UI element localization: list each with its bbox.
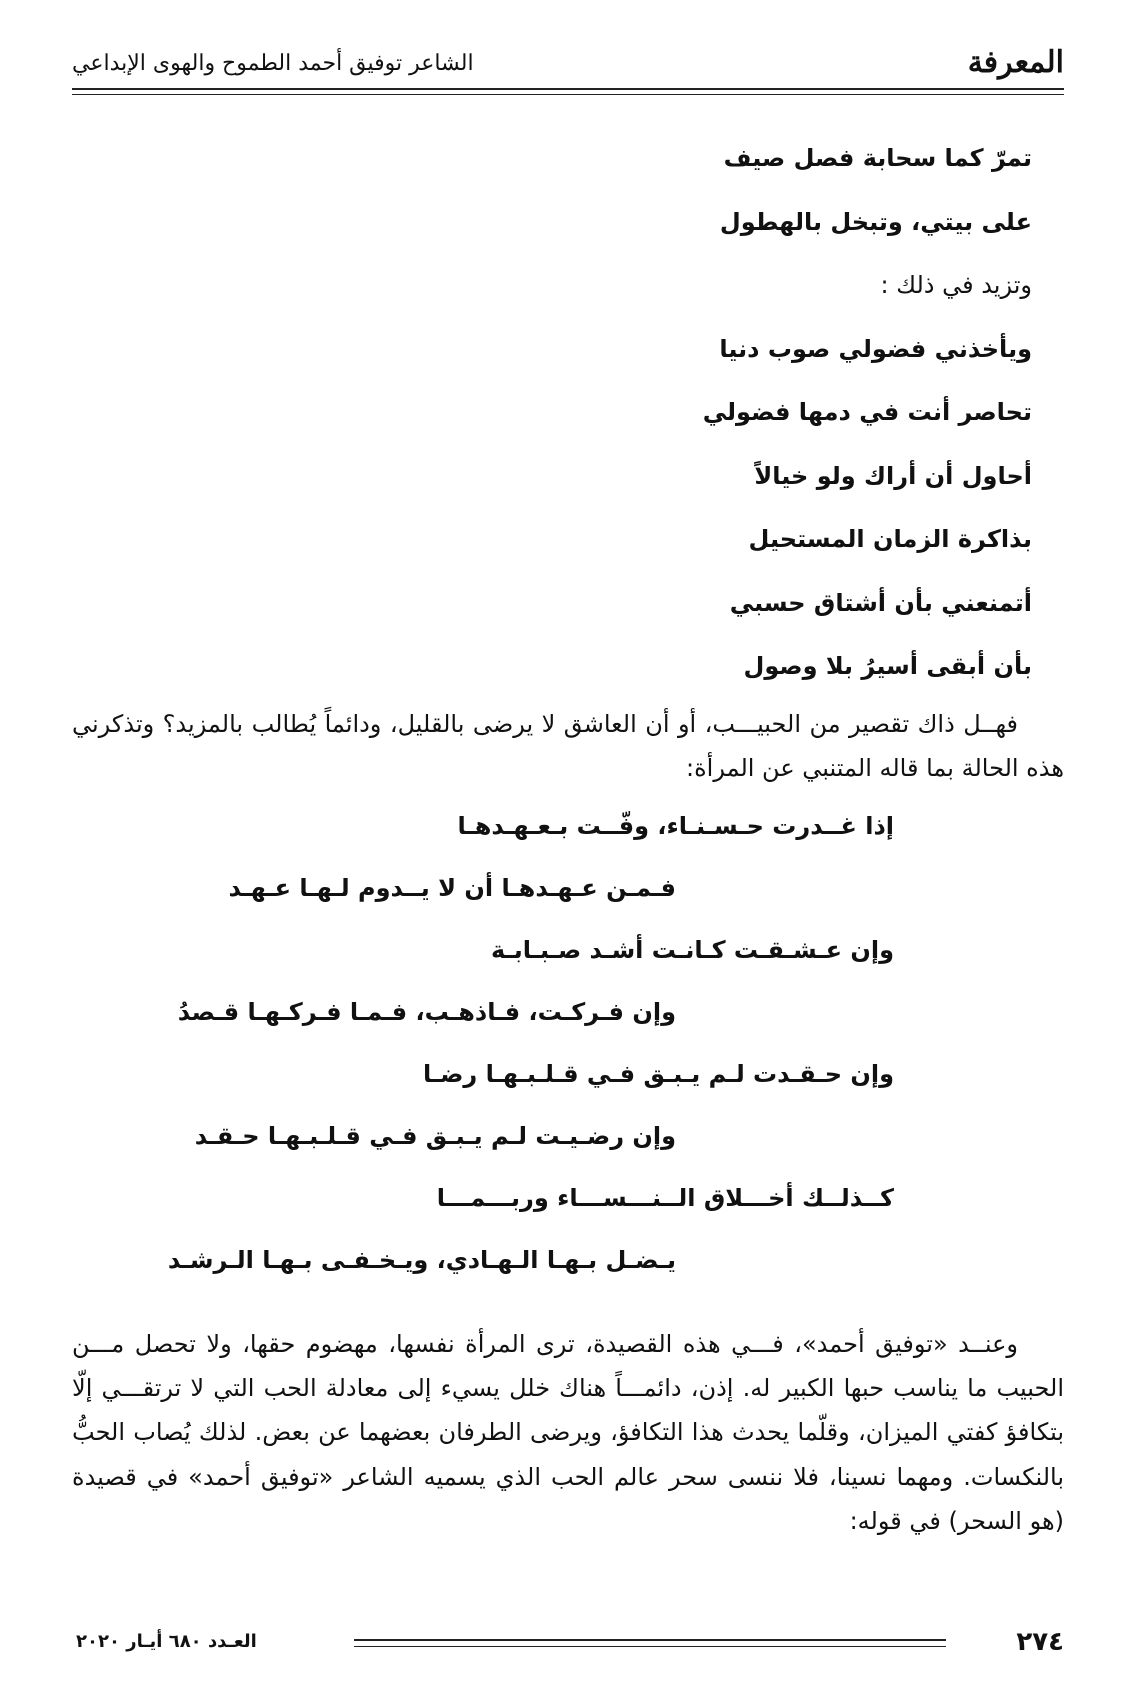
poem-line: تمرّ كما سحابة فصل صيف	[723, 144, 1032, 172]
modern-poem-excerpt	[332, 140, 1032, 712]
intro-line: وتزيد في ذلك :	[880, 271, 1032, 299]
poem-line: تحاصر أنت في دمها فضولي	[702, 398, 1032, 426]
verse-hemistich-first: وإن حـقـدت لـم يـبـق فـي قـلـبـهـا رضـا	[423, 1060, 894, 1088]
page-header	[72, 44, 1064, 84]
verse-hemistich-second: يـضـل بـهـا الـهـادي، ويـخـفـى بـهـا الـرشـد	[167, 1246, 676, 1274]
poem-line: أتمنعني بأن أشتاق حسبي	[729, 588, 1032, 617]
journal-logo: المعرفة	[967, 45, 1064, 80]
header-rule-thin	[72, 94, 1064, 95]
page-footer	[72, 1624, 1064, 1664]
body-paragraph-1	[72, 702, 1064, 790]
poem-line: ويأخذني فضولي صوب دنيا	[719, 334, 1032, 363]
verse-hemistich-second: وإن رضـيـت لـم يـبـق فـي قـلـبـهـا حـقـد	[194, 1122, 676, 1150]
poem-line: أحاول أن أراك ولو خيالاً	[754, 461, 1032, 490]
poem-line: بأن أبقى أسيرُ بلا وصول	[743, 652, 1032, 680]
verse-hemistich-second: فـمـن عـهـدهـا أن لا يــدوم لـهـا عـهـد	[228, 874, 676, 902]
body-paragraph-2	[72, 1322, 1064, 1543]
running-title: الشاعر توفيق أحمد الطموح والهوى الإبداعي	[72, 51, 474, 76]
header-rule-thick	[72, 88, 1064, 90]
paragraph-text: فهــل ذاك تقصير من الحبيـــب، أو أن العاشق لا يرضى بالقليل، ودائماً يُطالب بالمزيد؟ وتذكرني هذه الحالة بما قاله المتنبي عن المرأة:	[72, 710, 1064, 782]
paragraph-text: وعنــد «توفيق أحمد»، فـــي هذه القصيدة، ترى المرأة نفسها، مهضوم حقها، ولا تحصل مـــن الحبيب ما يناسب حبها الكبير له. إذن، دائمـــاً هناك خلل يسيء إلى معادلة الحب التي لا ترتقـــي إلّا بتكافؤ كفتي الميزان، وقلّما يحدث هذا التكافؤ، ويرضى الطرفان بعضهما عن بعض. لذلك يُصاب الحبُّ بالنكسات. ومهما نسينا، فلا ننسى سحر عالم الحب الذي يسميه الشاعر «توفيق أحمد» في قصيدة (هو السحر) في قوله:	[72, 1330, 1064, 1535]
verse-hemistich-first: وإن عـشـقـت كـانـت أشـد صـبـابـة	[490, 936, 894, 964]
page-number: ٢٧٤	[1016, 1627, 1064, 1657]
poem-line: بذاكرة الزمان المستحيل	[748, 525, 1032, 553]
verse-hemistich-first: كــذلــك أخـــلاق الــنـــســـاء وربـــمـــا	[436, 1184, 894, 1212]
verse-hemistich-first: إذا غــدرت حـسـنـاء، وفّــت بـعـهـدهـا	[457, 812, 894, 840]
issue-label: العـدد ٦٨٠ أيـار ٢٠٢٠	[76, 1631, 257, 1652]
poem-line: على بيتي، وتبخل بالهطول	[719, 207, 1032, 236]
verse-hemistich-second: وإن فـركـت، فـاذهـب، فـمـا فـركـهـا قـصدُ	[177, 998, 676, 1026]
